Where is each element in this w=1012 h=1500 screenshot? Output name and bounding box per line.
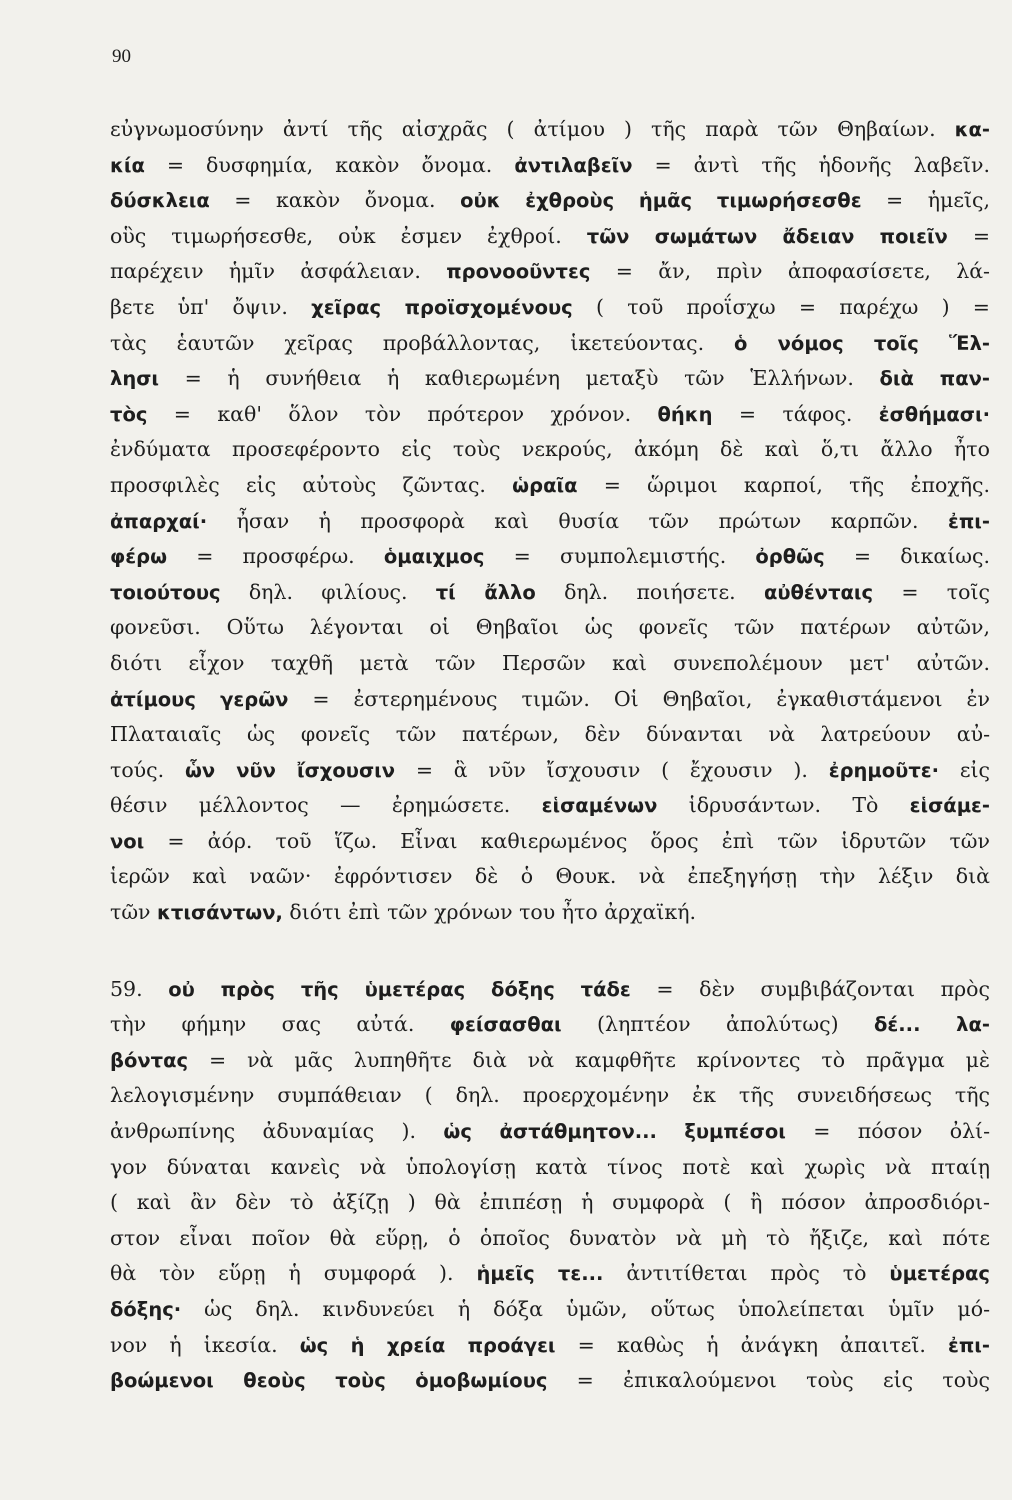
lemma-term: αὐθένταις <box>763 580 874 604</box>
text-body <box>110 112 990 1399</box>
lemma-term: δύσκλεια <box>110 189 210 213</box>
lemma-term: τί ἄλλο <box>435 580 536 604</box>
gloss-text: δηλ. ποιήσετε. <box>535 579 764 604</box>
gloss-text: ( καὶ ἂν δὲν τὸ ἀξίζῃ ) θὰ ἐπιπέσῃ ἡ συμφορὰ ( ἢ πόσον ἀπροσδιόρι- <box>110 1190 990 1215</box>
lemma-term: χεῖρας προϊσχομένους <box>311 295 573 319</box>
paragraph-gap <box>110 931 990 972</box>
lemma-term: εἱσάμε- <box>909 794 991 818</box>
lemma-term: φείσασθαι <box>449 1013 562 1037</box>
lemma-term: οὐκ ἐχθροὺς ἡμᾶς τιμωρήσεσθε <box>460 189 862 213</box>
lemma-term: ὁμαιχμος <box>383 545 485 569</box>
gloss-text: εἰς <box>939 757 990 782</box>
gloss-text: = πόσον ὀλί- <box>785 1119 991 1144</box>
lemma-term: τὸς <box>110 402 148 426</box>
gloss-text: = δὲν συμβιβάζονται πρὸς <box>630 976 990 1001</box>
lemma-term: κία <box>110 153 145 177</box>
gloss-text: = ἄν, πρὶν ἀποφασίσετε, λά- <box>590 259 990 284</box>
lemma-term: ἡμεῖς τε... <box>476 1262 604 1286</box>
gloss-text: 59. <box>110 976 169 1001</box>
lemma-term: ἀτίμους γερῶν <box>110 687 289 711</box>
lemma-term: κτισάντων, <box>157 901 283 925</box>
text-line <box>110 361 990 397</box>
text-line <box>110 610 990 646</box>
gloss-text: = κακὸν ὄνομα. <box>209 188 461 213</box>
text-line <box>110 1150 990 1186</box>
lemma-term: ἐρημοῦτε· <box>828 758 940 782</box>
text-line <box>110 717 990 753</box>
gloss-text: = τάφος. <box>712 401 879 426</box>
paragraph-commentary <box>110 112 990 931</box>
page-number: 90 <box>112 46 131 67</box>
lemma-term: προνοοῦντες <box>446 260 591 284</box>
gloss-text: = δικαίως. <box>824 544 990 569</box>
lemma-term: ἀντιλαβεῖν <box>514 153 633 177</box>
gloss-text: = καθ' ὅλον τὸν πρότερον χρόνον. <box>147 401 658 426</box>
text-line <box>110 148 990 184</box>
lemma-term: κα- <box>954 118 990 141</box>
gloss-text: φονεῦσι. Οὕτω λέγονται οἱ Θηβαῖοι ὡς φονεῖς τῶν πατέρων αὐτῶν, <box>110 615 990 640</box>
text-line <box>110 646 990 682</box>
gloss-text: = δυσφημία, κακὸν ὄνομα. <box>144 152 515 177</box>
lemma-term: φέρω <box>110 545 168 569</box>
text-line <box>110 504 990 540</box>
text-line <box>110 1078 990 1114</box>
gloss-text <box>657 1119 684 1143</box>
gloss-text: προσφιλὲς εἰς αὐτοὺς ζῶντας. <box>110 472 513 497</box>
lemma-term: ξυμπέσοι <box>684 1120 786 1144</box>
text-line <box>110 397 990 433</box>
lemma-term: ὁ νόμος τοῖς Ἕλ- <box>734 331 990 355</box>
gloss-text: = προσφέρω. <box>167 544 384 569</box>
text-line <box>110 254 990 290</box>
text-line <box>110 1363 990 1399</box>
lemma-term: ἐπι- <box>948 509 990 533</box>
lemma-term: ὑμετέρας <box>889 1262 990 1286</box>
lemma-term: ἐσθήμασι· <box>878 402 990 426</box>
lemma-term: ὧν νῦν ἴσχουσιν <box>184 758 396 782</box>
gloss-text: ἀνθρωπίνης ἀδυναμίας ). <box>110 1119 444 1144</box>
gloss-text: δηλ. φιλίους. <box>220 579 436 604</box>
lemma-term: δόξης· <box>110 1298 182 1321</box>
gloss-text: Πλαταιαῖς ὡς φονεῖς τῶν πατέρων, δὲν δύνανται νὰ λατρεύουν αὐ- <box>110 722 990 747</box>
text-line <box>110 788 990 824</box>
gloss-text: = τοῖς <box>873 579 990 604</box>
gloss-text: θὰ τὸν εὕρῃ ἡ συμφορά ). <box>110 1261 477 1286</box>
lemma-term: διὰ παν- <box>879 367 990 391</box>
text-line <box>110 972 990 1008</box>
gloss-text: τούς. <box>110 757 185 782</box>
gloss-text: λελογισμένην συμπάθειαν ( δηλ. προερχομένην ἐκ τῆς συνειδήσεως τῆς <box>110 1083 990 1108</box>
text-line <box>110 468 990 504</box>
gloss-text: = νὰ μᾶς λυπηθῆτε διὰ νὰ καμφθῆτε κρίνοντες τὸ πρᾶγμα μὲ <box>188 1047 990 1072</box>
lemma-term: οὐ πρὸς τῆς ὑμετέρας δόξης τάδε <box>168 977 631 1001</box>
text-line <box>110 326 990 362</box>
lemma-term: λησι <box>110 367 160 391</box>
gloss-text: = ἀόρ. τοῦ ἵζω. Εἶναι καθιερωμένος ὅρος ἐπὶ τῶν ἱδρυτῶν τῶν <box>144 828 990 853</box>
text-line <box>110 895 990 931</box>
text-line <box>110 682 990 718</box>
lemma-term: βόντας <box>110 1048 189 1072</box>
lemma-term: θήκη <box>657 402 713 426</box>
lemma-term: δέ... λα- <box>874 1013 990 1037</box>
text-line <box>110 432 990 468</box>
gloss-text: = ἐπικαλούμενοι τοὺς εἰς τοὺς <box>547 1368 990 1393</box>
gloss-text: διότι εἶχον ταχθῆ μετὰ τῶν Περσῶν καὶ συνεπολέμουν μετ' αὐτῶν. <box>110 650 990 675</box>
text-line <box>110 1221 990 1257</box>
gloss-text: εὐγνωμοσύνην ἀντί τῆς αἰσχρᾶς ( ἀτίμου ) τῆς παρὰ τῶν Θηβαίων. <box>110 117 955 141</box>
lemma-term: ἐπι- <box>948 1333 990 1357</box>
gloss-text: = ἀντὶ τῆς ἡδονῆς λαβεῖν. <box>632 152 990 177</box>
gloss-text: τῶν <box>110 900 158 925</box>
text-line <box>110 1043 990 1079</box>
gloss-text: τὰς ἑαυτῶν χεῖρας προβάλλοντας, ἱκετεύοντας. <box>110 330 735 355</box>
lemma-term: βοώμενοι θεοὺς τοὺς ὁμοβωμίους <box>110 1369 548 1393</box>
text-line <box>110 1007 990 1043</box>
gloss-text: = ἐστερημένους τιμῶν. Οἱ Θηβαῖοι, ἐγκαθιστάμενοι ἐν <box>288 686 990 711</box>
gloss-text: ἦσαν ἡ προσφορὰ καὶ θυσία τῶν πρώτων καρπῶν. <box>207 508 949 533</box>
gloss-text: = καθὼς ἡ ἀνάγκη ἀπαιτεῖ. <box>555 1332 949 1357</box>
gloss-text: = ἡ συνήθεια ἡ καθιερωμένη μεταξὺ τῶν Ἑλλήνων. <box>159 366 880 391</box>
text-line <box>110 1256 990 1292</box>
gloss-text: τὴν φήμην σας αὐτά. <box>110 1012 450 1037</box>
text-line <box>110 183 990 219</box>
text-line <box>110 1292 990 1328</box>
text-line <box>110 859 990 895</box>
gloss-text: ἐνδύματα προσεφέροντο εἰς τοὺς νεκρούς, ἀκόμη δὲ καὶ ὅ,τι ἄλλο ἦτο <box>110 437 990 462</box>
gloss-text: ( τοῦ προΐσχω = παρέχω ) = <box>572 294 990 319</box>
gloss-text: (ληπτέον ἀπολύτως) <box>561 1012 875 1037</box>
gloss-text: διότι ἐπὶ τῶν χρόνων του ἦτο ἀρχαϊκή. <box>282 900 697 925</box>
gloss-text: ὡς δηλ. κινδυνεύει ἡ δόξα ὑμῶν, οὕτως ὑπολείπεται ὑμῖν μό- <box>181 1297 990 1321</box>
text-line <box>110 575 990 611</box>
text-line <box>110 1114 990 1150</box>
text-line <box>110 219 990 255</box>
gloss-text: = ἡμεῖς, <box>861 188 990 213</box>
gloss-text: = ἃ νῦν ἴσχουσιν ( ἔχουσιν ). <box>395 757 829 782</box>
lemma-term: ὡραῖα <box>512 473 578 497</box>
lemma-term: τοιούτους <box>110 580 221 604</box>
gloss-text: θέσιν μέλλοντος — ἐρημώσετε. <box>110 793 542 818</box>
lemma-term: ὀρθῶς <box>755 545 825 569</box>
gloss-text: = ὥριμοι καρποί, τῆς ἐποχῆς. <box>577 472 990 497</box>
text-line <box>110 290 990 326</box>
gloss-text: ἀντιτίθεται πρὸς τὸ <box>603 1261 890 1286</box>
lemma-term: ὡς ἀστάθμητον... <box>443 1120 657 1144</box>
lemma-term: ὡς ἡ χρεία προάγει <box>299 1333 556 1357</box>
gloss-text: γον δύναται κανεὶς νὰ ὑπολογίσῃ κατὰ τίνος ποτὲ καὶ χωρὶς νὰ πταίῃ <box>110 1154 990 1179</box>
gloss-text: ἱερῶν καὶ ναῶν· ἐφρόντισεν δὲ ὁ Θουκ. νὰ ἐπεξηγήσῃ τὴν λέξιν διὰ <box>110 864 990 889</box>
gloss-text: ἱδρυσάντων. Τὸ <box>657 793 910 818</box>
gloss-text: βετε ὑπ' ὄψιν. <box>110 294 312 319</box>
lemma-term: τῶν σωμάτων ἄδειαν ποιεῖν <box>586 224 948 248</box>
gloss-text: = συμπολεμιστής. <box>484 544 756 569</box>
gloss-text: στον εἶναι ποῖον θὰ εὕρῃ, ὁ ὁποῖος δυνατὸν νὰ μὴ τὸ ἤξιζε, καὶ πότε <box>110 1225 990 1250</box>
gloss-text: οὓς τιμωρήσεσθε, οὐκ ἐσμεν ἐχθροί. <box>110 223 587 248</box>
text-line <box>110 824 990 860</box>
text-line <box>110 1328 990 1364</box>
lemma-term: νοι <box>110 829 145 853</box>
text-line <box>110 753 990 789</box>
gloss-text: παρέχειν ἡμῖν ἀσφάλειαν. <box>110 259 447 284</box>
paragraph-59 <box>110 972 990 1399</box>
lemma-term: ἀπαρχαί· <box>110 509 208 533</box>
text-line <box>110 112 990 148</box>
text-line <box>110 1185 990 1221</box>
text-line <box>110 539 990 575</box>
gloss-text: νον ἡ ἱκεσία. <box>110 1332 300 1357</box>
gloss-text: = <box>947 223 991 248</box>
lemma-term: εἱσαμένων <box>541 794 658 818</box>
